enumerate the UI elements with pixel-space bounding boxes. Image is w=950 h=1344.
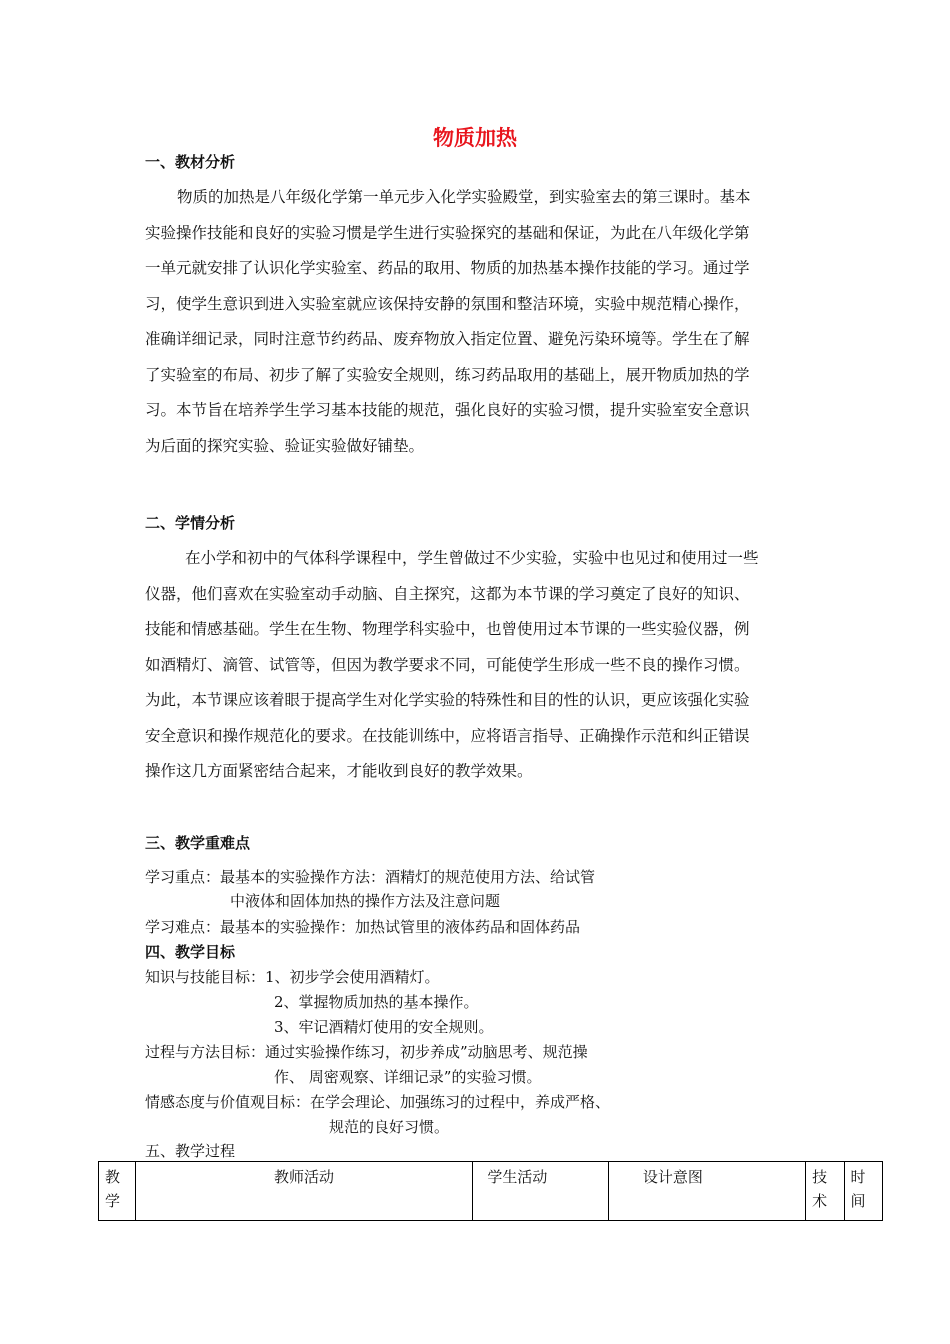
section-heading-objectives: 四、教学目标 (145, 943, 236, 961)
paragraph-line: 在小学和初中的气体科学课程中，学生曾做过不少实验，实验中也见过和使用过一些 (185, 549, 759, 567)
paragraph-line: 一单元就安排了认识化学实验室、药品的取用、物质的加热基本操作技能的学习。通过学 (145, 259, 750, 277)
knowledge-objective-2: 2、掌握物质加热的基本操作。 (274, 993, 479, 1011)
table-header-row (99, 1162, 883, 1221)
student-analysis-paragraph (145, 541, 807, 790)
header-cell-stage: 教学 (99, 1162, 136, 1221)
knowledge-objective-3: 3、牢记酒精灯使用的安全规则。 (274, 1018, 494, 1036)
paragraph-line: 为此，本节课应该着眼于提高学生对化学实验的特殊性和目的性的认识，更应该强化实验 (145, 691, 750, 709)
paragraph-line: 为后面的探究实验、验证实验做好铺垫。 (145, 436, 425, 455)
paragraph-line: 物质的加热是八年级化学第一单元步入化学实验殿堂，到实验室去的第三课时。基本 (177, 188, 751, 206)
paragraph-line: 安全意识和操作规范化的要求。在技能训练中，应将语言指导、正确操作示范和纠正错误 (145, 726, 750, 745)
section-heading-process: 五、教学过程 (145, 1142, 236, 1160)
teaching-process-table (98, 1161, 883, 1221)
emotion-objective-line-continued: 规范的良好习惯。 (329, 1118, 450, 1136)
difficult-point-line: 学习难点：最基本的实验操作：加热试管里的液体药品和固体药品 (145, 918, 581, 936)
paragraph-line: 习，使学生意识到进入实验室就应该保持安静的氛围和整洁环境，实验中规范精心操作， (145, 294, 750, 313)
paragraph-line: 仪器，他们喜欢在实验室动手动脑、自主探究，这都为本节课的学习奠定了良好的知识、 (145, 584, 750, 603)
section-heading-student-analysis: 二、学情分析 (145, 514, 236, 532)
paragraph-line: 操作这几方面紧密结合起来，才能收到良好的教学效果。 (145, 762, 533, 780)
knowledge-objective-1: 知识与技能目标：1、初步学会使用酒精灯。 (145, 968, 440, 986)
paragraph-line: 技能和情感基础。学生在生物、物理学科实验中，也曾使用过本节课的一些实验仪器，例 (145, 620, 750, 638)
header-cell-time: 时间 (844, 1162, 882, 1221)
header-cell-student-activity: 学生活动 (473, 1162, 609, 1221)
paragraph-line: 如酒精灯、滴管、试管等，但因为教学要求不同，可能使学生形成一些不良的操作习惯。 (145, 655, 750, 674)
header-cell-teacher-activity: 教师活动 (135, 1162, 473, 1221)
key-point-line-continued: 中液体和固体加热的操作方法及注意问题 (230, 892, 501, 910)
header-cell-technology: 技术 (806, 1162, 844, 1221)
header-cell-design-intent: 设计意图 (608, 1162, 805, 1221)
paragraph-line: 习。本节旨在培养学生学习基本技能的规范，强化良好的实验习惯，提升实验室安全意识 (145, 401, 750, 419)
document-title: 物质加热 (433, 126, 517, 150)
key-point-line: 学习重点：最基本的实验操作方法：酒精灯的规范使用方法、给试管 (145, 868, 596, 886)
process-objective-line-continued: 作、 周密观察、详细记录”的实验习惯。 (274, 1068, 542, 1086)
paragraph-line: 实验操作技能和良好的实验习惯是学生进行实验探究的基础和保证，为此在八年级化学第 (145, 223, 750, 242)
section-heading-textbook-analysis: 一、教材分析 (145, 153, 236, 171)
emotion-objective-line: 情感态度与价值观目标：在学会理论、加强练习的过程中，养成严格、 (145, 1093, 611, 1111)
process-objective-line: 过程与方法目标：通过实验操作练习，初步养成”动脑思考、规范操 (145, 1043, 588, 1061)
paragraph-line: 了实验室的布局、初步了解了实验安全规则，练习药品取用的基础上，展开物质加热的学 (145, 365, 750, 384)
section-heading-key-points: 三、教学重难点 (145, 834, 251, 852)
textbook-analysis-paragraph (145, 180, 807, 464)
paragraph-line: 准确详细记录，同时注意节约药品、废弃物放入指定位置、避免污染环境等。学生在了解 (145, 330, 750, 348)
